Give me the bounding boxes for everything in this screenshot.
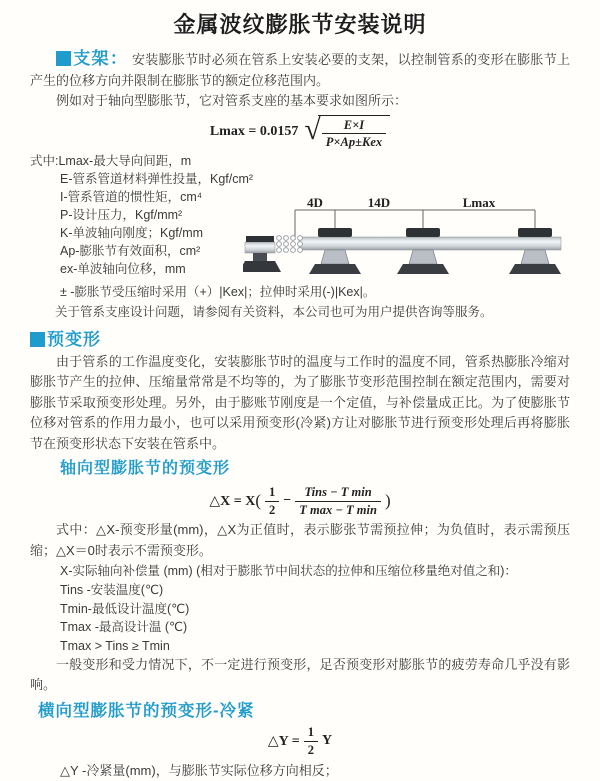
section-bullet-icon bbox=[30, 332, 45, 347]
axial-formula-f2-num: Tins − T min bbox=[295, 485, 381, 501]
support-intro-text: 安装膨胀节时必须在管系上安装必要的支架，以控制管系的变形在膨胀节上产生的位移方向并限制在膨胀节的额定位移范围内。 bbox=[30, 52, 570, 88]
axial-formula-f1-num: 1 bbox=[265, 485, 279, 501]
definition-line: 式中:Lmax-最大导向间距，m bbox=[30, 153, 192, 168]
consult-note: 关于管系支座设计问题，请参阅有关资料，本公司也可为用户提供咨询等服务。 bbox=[55, 304, 493, 319]
plus-minus-note: ± -膨胀节受压缩时采用（+）|Kex|；拉伸时采用(-)|Kex|。 bbox=[60, 284, 376, 299]
preform-section-heading bbox=[30, 328, 570, 352]
preform-section-title: 预变形 bbox=[47, 329, 101, 349]
guide-support bbox=[509, 228, 561, 274]
sqrt-radical: √ $\frac{E\times I}{\text{P×Ap±Kex}}$ bbox=[304, 115, 390, 150]
section-bullet-icon bbox=[56, 51, 71, 66]
lateral-subheading: 横向型膨胀节的预变形-冷紧 bbox=[38, 702, 255, 721]
lmax-formula bbox=[30, 115, 570, 150]
dim-label-14d: 14D bbox=[367, 196, 391, 210]
pipe-support-diagram bbox=[243, 196, 599, 292]
dim-label-lmax: Lmax bbox=[462, 196, 496, 210]
lmax-formula-numerator: E×I bbox=[322, 118, 386, 134]
lateral-note: △Y -冷紧量(mm)，与膨胀节实际位移方向相反； bbox=[60, 763, 338, 778]
lmax-formula-denominator: P×Ap±Kex bbox=[325, 135, 383, 150]
definition-line: Ap-膨胀节有效面积，cm² bbox=[60, 243, 201, 258]
lateral-formula-num: 1 bbox=[304, 725, 318, 741]
definition-line: E-管系管道材料弹性投量，Kgf/cm² bbox=[60, 171, 254, 186]
lmax-formula-lhs: Lmax = 0.0157 bbox=[209, 124, 299, 140]
lateral-formula-den: 2 bbox=[307, 742, 314, 757]
lateral-formula-rhs: Y bbox=[321, 733, 333, 749]
support-section-title: 支架： bbox=[73, 49, 129, 68]
axial-formula-f2-den: T max − T min bbox=[299, 502, 377, 517]
pipe-diagram-svg bbox=[243, 196, 599, 292]
definition-line: I-管系管道的惯性矩，cm⁴ bbox=[60, 189, 203, 204]
axial-formula-lhs: △X = X bbox=[209, 493, 256, 509]
page-title: 金属波纹膨胀节安装说明 bbox=[173, 12, 427, 37]
support-intro-paragraph bbox=[30, 48, 570, 91]
bellows-coils-icon bbox=[277, 236, 303, 253]
axial-note3: 一般变形和受力情况下，不一定进行预变形，足否预变形对膨胀节的疲劳寿命几乎没有影响。 bbox=[30, 657, 570, 693]
axial-subheading: 轴向型膨胀节的预变形 bbox=[60, 460, 231, 478]
definition-line: P-设计压力，Kgf/mm² bbox=[60, 207, 183, 222]
axial-formula-operator: − bbox=[283, 493, 292, 509]
anchor-stub-pipe bbox=[245, 242, 275, 253]
axial-note1: 式中：△X-预变形量(mm)，△X为正值时，表示膨张节需预拉伸；为负值时，表示需预压缩；△X＝0时表示不需预变形。 bbox=[30, 522, 570, 558]
support-example-line: 例如对于轴向型膨胀节，它对管系支座的基本要求如图所示： bbox=[56, 93, 408, 108]
dim-label-4d: 4D bbox=[307, 196, 323, 210]
anchor-support bbox=[243, 236, 281, 272]
axial-formula bbox=[30, 484, 570, 518]
open-paren: ( bbox=[255, 491, 261, 511]
main-pipe bbox=[299, 237, 561, 250]
preform-paragraph: 由于管系的工作温度变化，安装膨胀节时的温度与工作时的温度不同，管系热膨胀冷缩对膨胀节产生的拉伸、压缩量常常是不均等的，为了膨胀节变形范围控制在额定范围内，需要对膨胀节采取预变形处理。另外，由于膨账节刚度是一个定值，与补偿量成正比。为了使膨胀节位移对管系的作用力最小，也可以采用预变形(冷紧)方让对膨胀节进行预变形处理后再将膨胀节在预变形状态下安装在管系中。 bbox=[30, 353, 570, 451]
temp-definition-line: Tmax > Tins ≥ Tmin bbox=[60, 638, 170, 653]
guide-support bbox=[309, 228, 361, 274]
lateral-formula bbox=[30, 725, 570, 757]
definition-line: ex-单波轴向位移，mm bbox=[60, 261, 186, 276]
axial-note2: X-实际轴向补偿量 (mm) (相对于膨胀节中间状态的拉伸和压缩位移量绝对值之和)： bbox=[60, 564, 517, 579]
temp-definition-line: Tmin-最低设计温度(℃) bbox=[60, 601, 190, 616]
guide-support bbox=[397, 228, 449, 274]
axial-formula-f1-den: 2 bbox=[269, 502, 276, 517]
lateral-formula-lhs: △Y = bbox=[267, 733, 300, 749]
definition-line: K-单波轴向刚度；Kgf/mm bbox=[60, 225, 204, 240]
close-paren: ) bbox=[384, 491, 391, 511]
temp-definition-line: Tmax -最高设计温 (℃) bbox=[60, 620, 188, 635]
temp-definition-line: Tins -安装温度(℃) bbox=[60, 583, 164, 598]
